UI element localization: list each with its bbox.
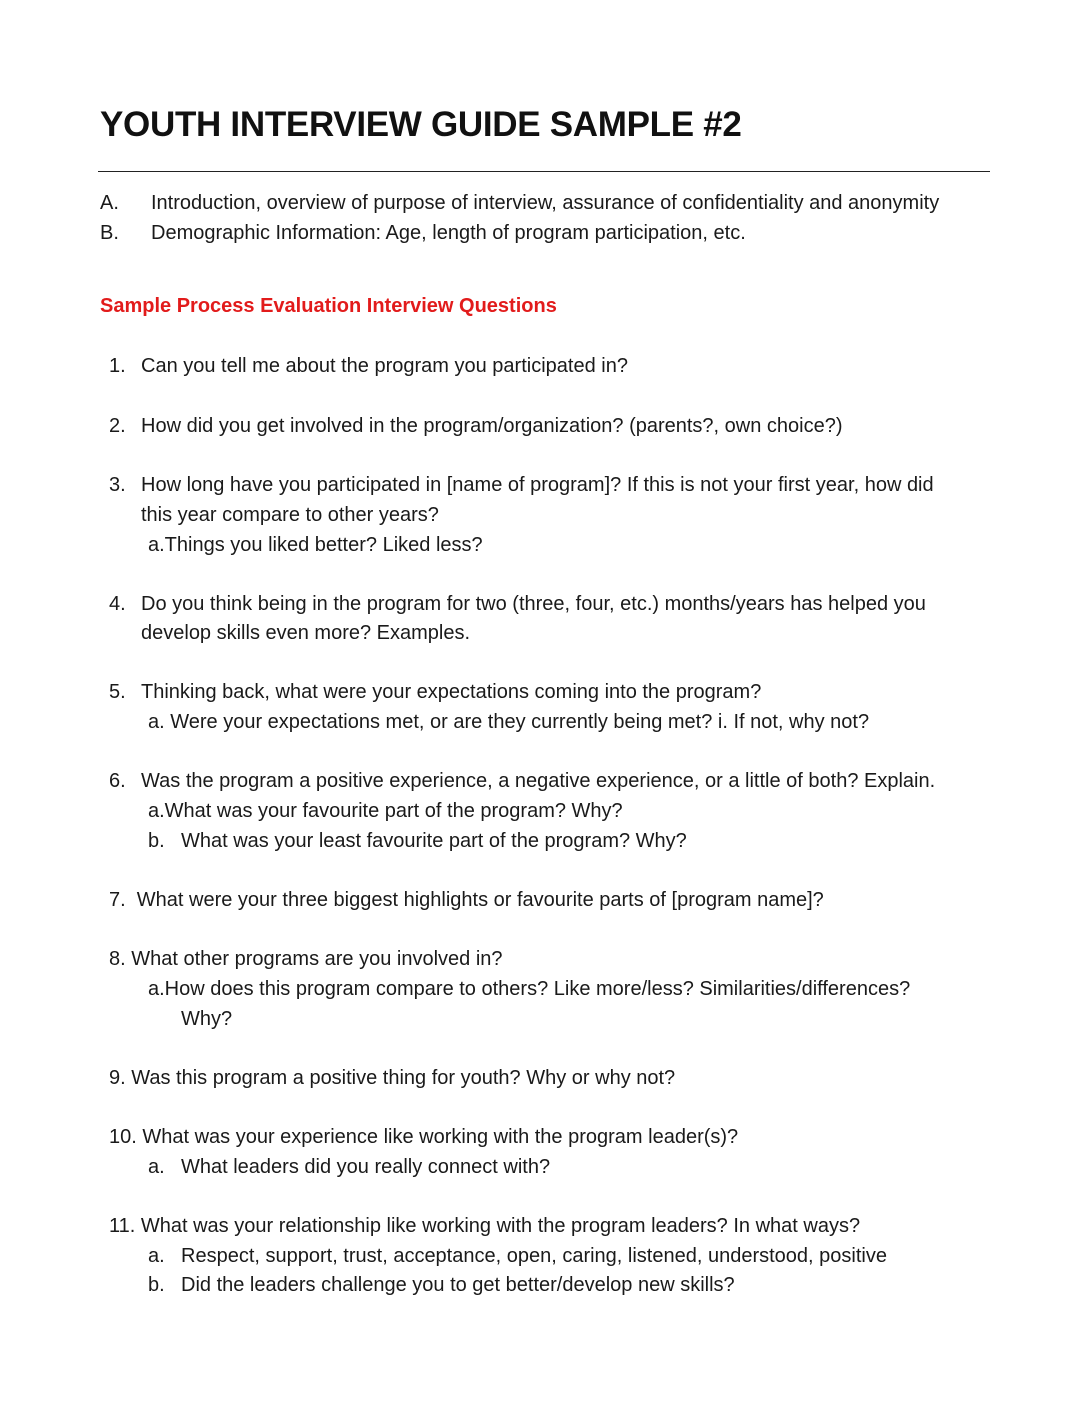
- intro-a-text: Introduction, overview of purpose of interview, assurance of confidentiality and anonymity: [151, 192, 940, 214]
- q3-sub-a: a.Things you liked better? Liked less?: [148, 534, 483, 556]
- q1-text: Can you tell me about the program you participated in?: [141, 355, 628, 377]
- section-heading: Sample Process Evaluation Interview Questions: [100, 295, 557, 317]
- q6-text: Was the program a positive experience, a negative experience, or a little of both? Explain.: [141, 770, 936, 792]
- q3-text-line1: How long have you participated in [name of program]? If this is not your first year, how did: [141, 474, 934, 496]
- q2-text: How did you get involved in the program/organization? (parents?, own choice?): [141, 415, 843, 437]
- page-title: YOUTH INTERVIEW GUIDE SAMPLE #2: [100, 105, 742, 144]
- q3-number: 3.: [109, 474, 126, 496]
- q4-text-line2: develop skills even more? Examples.: [141, 622, 471, 644]
- q11-text: 11. What was your relationship like working with the program leaders? In what ways?: [109, 1215, 861, 1237]
- q6-sub-a: a.What was your favourite part of the program? Why?: [148, 800, 623, 822]
- q10-sub-a: What leaders did you really connect with?: [181, 1156, 551, 1178]
- q5-text: Thinking back, what were your expectations coming into the program?: [141, 681, 762, 703]
- q1-number: 1.: [109, 355, 126, 377]
- q5-number: 5.: [109, 681, 126, 703]
- q8-sub-a-continued: Why?: [181, 1008, 233, 1030]
- q5-sub-a: a. Were your expectations met, or are they currently being met? i. If not, why not?: [148, 711, 870, 733]
- intro-b-text: Demographic Information: Age, length of program participation, etc.: [151, 222, 746, 244]
- q8-text: 8. What other programs are you involved in?: [109, 948, 503, 970]
- q7-text: 7. What were your three biggest highlights or favourite parts of [program name]?: [109, 889, 824, 911]
- q9-text: 9. Was this program a positive thing for youth? Why or why not?: [109, 1067, 676, 1089]
- q11-sub-a-marker: a.: [148, 1245, 165, 1267]
- q2-number: 2.: [109, 415, 126, 437]
- q6-number: 6.: [109, 770, 126, 792]
- q6-sub-b: What was your least favourite part of the program? Why?: [181, 830, 687, 852]
- intro-b-marker: B.: [100, 222, 119, 244]
- q11-sub-b: Did the leaders challenge you to get better/develop new skills?: [181, 1274, 735, 1296]
- q10-sub-a-marker: a.: [148, 1156, 165, 1178]
- q3-text-line2: this year compare to other years?: [141, 504, 439, 526]
- q8-sub-a: a.How does this program compare to others? Like more/less? Similarities/differences?: [148, 978, 911, 1000]
- q10-text: 10. What was your experience like working with the program leader(s)?: [109, 1126, 739, 1148]
- intro-a-marker: A.: [100, 192, 119, 214]
- q11-sub-a: Respect, support, trust, acceptance, open, caring, listened, understood, positive: [181, 1245, 887, 1267]
- q6-sub-b-marker: b.: [148, 830, 165, 852]
- q4-number: 4.: [109, 593, 126, 615]
- q4-text-line1: Do you think being in the program for two (three, four, etc.) months/years has helped you: [141, 593, 926, 615]
- q11-sub-b-marker: b.: [148, 1274, 165, 1296]
- title-divider: [98, 171, 990, 172]
